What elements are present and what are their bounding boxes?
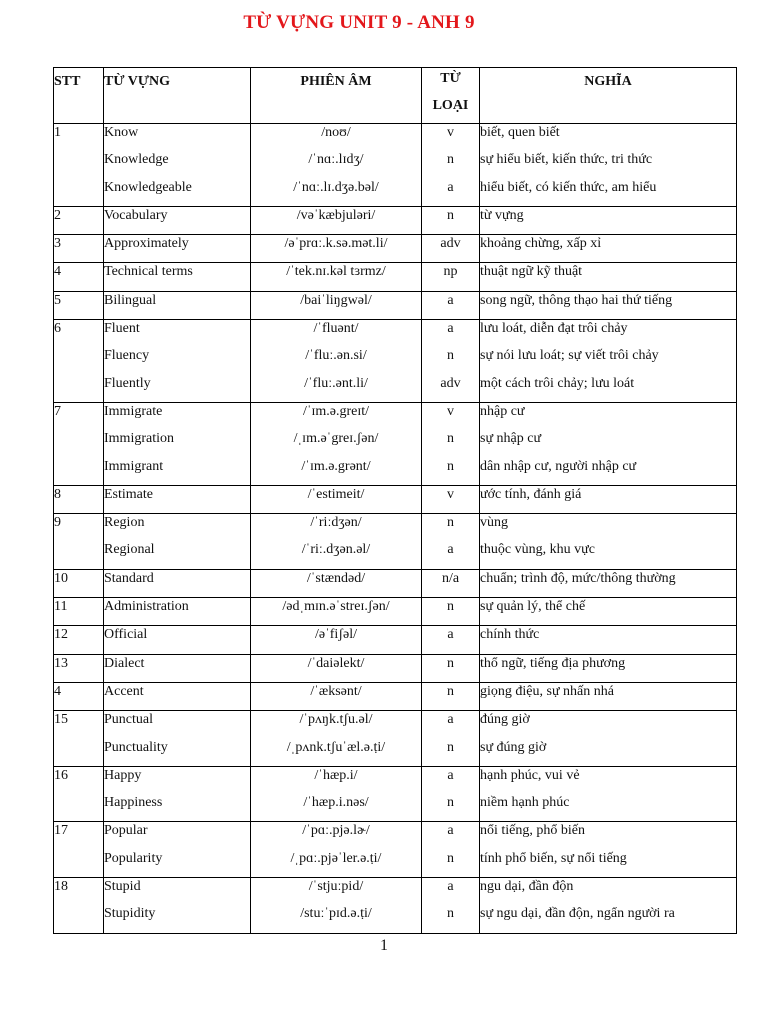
cell-pos: [422, 485, 480, 513]
cell-pos: [422, 766, 480, 822]
vocab-word: Vocabulary: [104, 207, 168, 223]
part-of-speech: a: [447, 292, 454, 308]
cell-pos: [422, 402, 480, 485]
header-pos-line2: LOẠI: [432, 98, 469, 113]
word-meaning: sự hiểu biết, kiến thức, tri thức: [480, 152, 653, 168]
phonetic-transcription: /stuːˈpɪd.ə.ṭi/: [300, 906, 372, 922]
cell-ipa: [251, 402, 422, 485]
cell-pos: [422, 124, 480, 207]
row-stt: [54, 124, 104, 207]
cell-meaning: [480, 626, 737, 654]
word-meaning: dân nhập cư, người nhập cư: [480, 458, 637, 474]
cell-word: [104, 514, 251, 570]
part-of-speech: n/a: [441, 570, 460, 586]
part-of-speech: a: [447, 321, 454, 337]
vocab-word: Punctual: [104, 712, 153, 728]
cell-ipa: [251, 124, 422, 207]
cell-ipa: [251, 682, 422, 710]
part-of-speech: n: [447, 655, 454, 671]
cell-meaning: [480, 569, 737, 597]
header-ipa: PHIÊN ÂM: [251, 68, 422, 124]
phonetic-transcription: /ədˌmɪn.əˈstreɪ.ʃən/: [282, 599, 390, 615]
vocab-word: Approximately: [104, 236, 189, 252]
cell-word: [104, 124, 251, 207]
word-meaning: hiểu biết, có kiến thức, am hiểu: [480, 179, 657, 195]
word-meaning: thuật ngữ kỹ thuật: [480, 264, 583, 280]
cell-word: [104, 320, 251, 403]
part-of-speech: n: [447, 906, 454, 922]
cell-ipa: [251, 878, 422, 934]
part-of-speech: n: [447, 348, 454, 364]
phonetic-transcription: /ˌpɑː.pjəˈler.ə.ṭi/: [290, 850, 382, 866]
word-meaning: ngu dại, đần độn: [480, 879, 574, 895]
cell-meaning: [480, 654, 737, 682]
vocab-word: Fluent: [104, 321, 140, 337]
phonetic-transcription: /ˈpʌŋk.tʃu.əl/: [299, 712, 373, 728]
cell-meaning: [480, 514, 737, 570]
vocab-word: Immigrant: [104, 458, 164, 474]
vocab-word: Immigrate: [104, 403, 163, 419]
phonetic-transcription: /ˈriːdʒən/: [310, 515, 362, 531]
table-row: [54, 124, 737, 207]
row-stt: [54, 206, 104, 234]
row-stt: [54, 569, 104, 597]
vocab-word: Punctuality: [104, 739, 168, 755]
cell-meaning: [480, 878, 737, 934]
part-of-speech: v: [447, 403, 454, 419]
cell-pos: [422, 878, 480, 934]
cell-pos: [422, 598, 480, 626]
phonetic-transcription: /ˈdaiəlekt/: [307, 655, 365, 671]
word-meaning: song ngữ, thông thạo hai thứ tiếng: [480, 292, 673, 308]
cell-word: [104, 291, 251, 319]
cell-pos: [422, 711, 480, 767]
table-row: [54, 485, 737, 513]
table-header-row: [54, 68, 737, 124]
word-meaning: tính phổ biến, sự nổi tiếng: [480, 850, 627, 866]
cell-word: [104, 598, 251, 626]
phonetic-transcription: /əˈfiʃəl/: [315, 627, 357, 643]
stt-number: 3: [54, 236, 61, 252]
cell-word: [104, 878, 251, 934]
cell-meaning: [480, 402, 737, 485]
part-of-speech: a: [447, 823, 454, 839]
table-row: [54, 514, 737, 570]
cell-word: [104, 235, 251, 263]
phonetic-transcription: /ˈtek.nɪ.kəl tɜrmz/: [286, 264, 386, 280]
cell-word: [104, 654, 251, 682]
cell-word: [104, 402, 251, 485]
row-stt: [54, 402, 104, 485]
word-meaning: nổi tiếng, phổ biến: [480, 823, 585, 839]
phonetic-transcription: /ˈfluː.ən.si/: [305, 348, 367, 364]
part-of-speech: a: [447, 767, 454, 783]
cell-ipa: [251, 569, 422, 597]
stt-number: 1: [54, 125, 61, 140]
phonetic-transcription: /ˈæksənt/: [310, 683, 362, 699]
cell-meaning: [480, 822, 737, 878]
stt-number: 6: [54, 321, 61, 337]
cell-ipa: [251, 654, 422, 682]
word-meaning: chính thức: [480, 627, 540, 643]
row-stt: [54, 654, 104, 682]
cell-ipa: [251, 598, 422, 626]
header-stt: STT: [54, 68, 104, 124]
cell-ipa: [251, 320, 422, 403]
row-stt: [54, 766, 104, 822]
stt-number: 4: [54, 683, 61, 699]
stt-number: 17: [54, 823, 68, 839]
vocab-word: Fluency: [104, 348, 150, 364]
cell-word: [104, 569, 251, 597]
vocab-word: Bilingual: [104, 292, 157, 308]
vocab-word: Accent: [104, 683, 144, 699]
word-meaning: hạnh phúc, vui vẻ: [480, 767, 580, 783]
vocab-word: Happy: [104, 767, 142, 783]
part-of-speech: a: [447, 879, 454, 895]
stt-number: 11: [54, 599, 68, 615]
cell-meaning: [480, 206, 737, 234]
phonetic-transcription: /vəˈkæbjuləri/: [296, 207, 376, 223]
stt-number: 9: [54, 515, 61, 531]
phonetic-transcription: /ˈstændəd/: [306, 570, 366, 586]
part-of-speech: a: [447, 627, 454, 643]
part-of-speech: n: [447, 795, 454, 811]
phonetic-transcription: /əˈprɑː.k.sə.mət.li/: [284, 236, 388, 252]
part-of-speech: n: [447, 431, 454, 447]
phonetic-transcription: /ˌpʌnk.tʃuˈæl.ə.ṭi/: [286, 739, 386, 755]
word-meaning: sự đúng giờ: [480, 739, 547, 755]
part-of-speech: n: [447, 458, 454, 474]
row-stt: [54, 291, 104, 319]
part-of-speech: a: [447, 179, 454, 195]
word-meaning: chuẩn; trình độ, mức/thông thường: [480, 570, 676, 586]
header-pos: [422, 68, 480, 124]
stt-number: 4: [54, 264, 61, 280]
stt-number: 5: [54, 292, 61, 308]
part-of-speech: adv: [440, 236, 461, 252]
stt-number: 15: [54, 712, 68, 728]
word-meaning: vùng: [480, 515, 508, 531]
table-row: [54, 766, 737, 822]
row-stt: [54, 878, 104, 934]
stt-number: 7: [54, 403, 61, 419]
vocabulary-table: [53, 67, 737, 934]
row-stt: [54, 822, 104, 878]
phonetic-transcription: /ˈpɑː.pjə.lɚ/: [302, 823, 370, 839]
cell-word: [104, 766, 251, 822]
cell-ipa: [251, 206, 422, 234]
phonetic-transcription: /ˈhæp.i.nəs/: [303, 795, 369, 811]
table-row: [54, 206, 737, 234]
table-row: [54, 569, 737, 597]
cell-meaning: [480, 485, 737, 513]
cell-pos: [422, 654, 480, 682]
cell-pos: [422, 320, 480, 403]
part-of-speech: n: [447, 739, 454, 755]
row-stt: [54, 485, 104, 513]
cell-word: [104, 822, 251, 878]
phonetic-transcription: /ˈɪm.ə.grənt/: [301, 458, 371, 474]
stt-number: 12: [54, 627, 68, 643]
header-word: TỪ VỰNG: [104, 68, 251, 124]
word-meaning: giọng điệu, sự nhấn nhá: [480, 683, 614, 699]
cell-pos: [422, 569, 480, 597]
cell-ipa: [251, 514, 422, 570]
word-meaning: một cách trôi chảy; lưu loát: [480, 375, 635, 391]
vocab-word: Region: [104, 515, 145, 531]
table-row: [54, 598, 737, 626]
vocab-word: Regional: [104, 542, 155, 558]
cell-pos: [422, 263, 480, 291]
cell-ipa: [251, 711, 422, 767]
row-stt: [54, 514, 104, 570]
table-row: [54, 402, 737, 485]
cell-pos: [422, 822, 480, 878]
vocab-word: Knowledge: [104, 152, 169, 168]
phonetic-transcription: /baiˈliŋgwəl/: [300, 292, 372, 308]
stt-number: 2: [54, 207, 61, 223]
vocab-word: Official: [104, 627, 148, 643]
vocab-word: Popularity: [104, 850, 163, 866]
part-of-speech: v: [447, 125, 454, 140]
part-of-speech: n: [447, 683, 454, 699]
vocab-word: Fluently: [104, 375, 151, 391]
phonetic-transcription: /ˈnɑː.lɪ.dʒə.bəl/: [293, 179, 379, 195]
row-stt: [54, 626, 104, 654]
header-pos-line1: TỪ: [440, 71, 461, 86]
vocab-word: Stupid: [104, 879, 141, 895]
word-meaning: thuộc vùng, khu vực: [480, 542, 595, 558]
cell-meaning: [480, 766, 737, 822]
cell-pos: [422, 682, 480, 710]
stt-number: 10: [54, 570, 68, 586]
vocab-word: Administration: [104, 599, 189, 615]
part-of-speech: a: [447, 712, 454, 728]
cell-word: [104, 485, 251, 513]
cell-word: [104, 263, 251, 291]
vocab-word: Popular: [104, 823, 148, 839]
word-meaning: niềm hạnh phúc: [480, 795, 570, 811]
part-of-speech: n: [447, 207, 454, 223]
part-of-speech: a: [447, 542, 454, 558]
cell-word: [104, 626, 251, 654]
cell-pos: [422, 626, 480, 654]
word-meaning: sự quản lý, thể chế: [480, 599, 586, 615]
word-meaning: đúng giờ: [480, 712, 530, 728]
cell-meaning: [480, 682, 737, 710]
word-meaning: ước tính, đánh giá: [480, 486, 582, 502]
word-meaning: từ vựng: [480, 207, 524, 223]
part-of-speech: n: [447, 599, 454, 615]
table-row: [54, 626, 737, 654]
cell-meaning: [480, 711, 737, 767]
row-stt: [54, 598, 104, 626]
word-meaning: sự ngu dại, đần độn, ngẩn người ra: [480, 906, 675, 922]
stt-number: 13: [54, 655, 68, 671]
phonetic-transcription: /ˈɪm.ə.greɪt/: [302, 403, 370, 419]
table-row: [54, 711, 737, 767]
cell-ipa: [251, 766, 422, 822]
vocab-word: Knowledgeable: [104, 179, 192, 195]
stt-number: 16: [54, 767, 68, 783]
phonetic-transcription: /ˈnɑː.lɪdʒ/: [308, 152, 364, 168]
table-row: [54, 263, 737, 291]
cell-meaning: [480, 124, 737, 207]
row-stt: [54, 711, 104, 767]
vocab-word: Technical terms: [104, 264, 193, 280]
phonetic-transcription: /ˈstjuːpid/: [308, 879, 364, 895]
cell-meaning: [480, 235, 737, 263]
word-meaning: biết, quen biết: [480, 125, 560, 140]
word-meaning: khoảng chừng, xấp xỉ: [480, 236, 602, 252]
row-stt: [54, 263, 104, 291]
phonetic-transcription: /noʊ/: [321, 125, 351, 140]
cell-pos: [422, 291, 480, 319]
cell-ipa: [251, 626, 422, 654]
part-of-speech: n: [447, 515, 454, 531]
cell-word: [104, 206, 251, 234]
cell-pos: [422, 514, 480, 570]
table-row: [54, 320, 737, 403]
word-meaning: thổ ngữ, tiếng địa phương: [480, 655, 626, 671]
vocab-word: Immigration: [104, 431, 174, 447]
part-of-speech: n: [447, 152, 454, 168]
cell-word: [104, 682, 251, 710]
cell-meaning: [480, 263, 737, 291]
vocab-word: Dialect: [104, 655, 145, 671]
cell-ipa: [251, 822, 422, 878]
phonetic-transcription: /ˈestimeit/: [307, 486, 365, 502]
cell-ipa: [251, 263, 422, 291]
vocab-word: Stupidity: [104, 906, 156, 922]
cell-meaning: [480, 598, 737, 626]
word-meaning: lưu loát, diễn đạt trôi chảy: [480, 321, 628, 337]
cell-ipa: [251, 235, 422, 263]
phonetic-transcription: /ˈhæp.i/: [314, 767, 358, 783]
cell-pos: [422, 235, 480, 263]
word-meaning: sự nói lưu loát; sự viết trôi chảy: [480, 348, 659, 364]
table-row: [54, 235, 737, 263]
cell-pos: [422, 206, 480, 234]
word-meaning: sự nhập cư: [480, 431, 542, 447]
vocab-word: Estimate: [104, 486, 153, 502]
row-stt: [54, 235, 104, 263]
part-of-speech: adv: [440, 375, 461, 391]
phonetic-transcription: /ˈriː.dʒən.əl/: [301, 542, 371, 558]
vocab-word: Happiness: [104, 795, 163, 811]
part-of-speech: n: [447, 850, 454, 866]
cell-word: [104, 711, 251, 767]
vocab-word: Standard: [104, 570, 154, 586]
table-row: [54, 822, 737, 878]
row-stt: [54, 682, 104, 710]
phonetic-transcription: /ˈfluənt/: [313, 321, 359, 337]
cell-meaning: [480, 320, 737, 403]
phonetic-transcription: /ˈfluː.ənt.li/: [304, 375, 368, 391]
stt-number: 18: [54, 879, 68, 895]
cell-meaning: [480, 291, 737, 319]
vocab-word: Know: [104, 125, 139, 140]
phonetic-transcription: /ˌɪm.əˈgreɪ.ʃən/: [293, 431, 379, 447]
table-row: [54, 291, 737, 319]
part-of-speech: np: [443, 264, 458, 280]
row-stt: [54, 320, 104, 403]
cell-ipa: [251, 485, 422, 513]
document-title: TỪ VỰNG UNIT 9 - ANH 9: [243, 12, 475, 33]
table-row: [54, 682, 737, 710]
part-of-speech: v: [447, 486, 454, 502]
cell-ipa: [251, 291, 422, 319]
stt-number: 8: [54, 486, 61, 502]
table-row: [54, 654, 737, 682]
page-number: 1: [380, 937, 388, 954]
table-row: [54, 878, 737, 934]
word-meaning: nhập cư: [480, 403, 525, 419]
header-meaning: NGHĨA: [480, 68, 737, 124]
